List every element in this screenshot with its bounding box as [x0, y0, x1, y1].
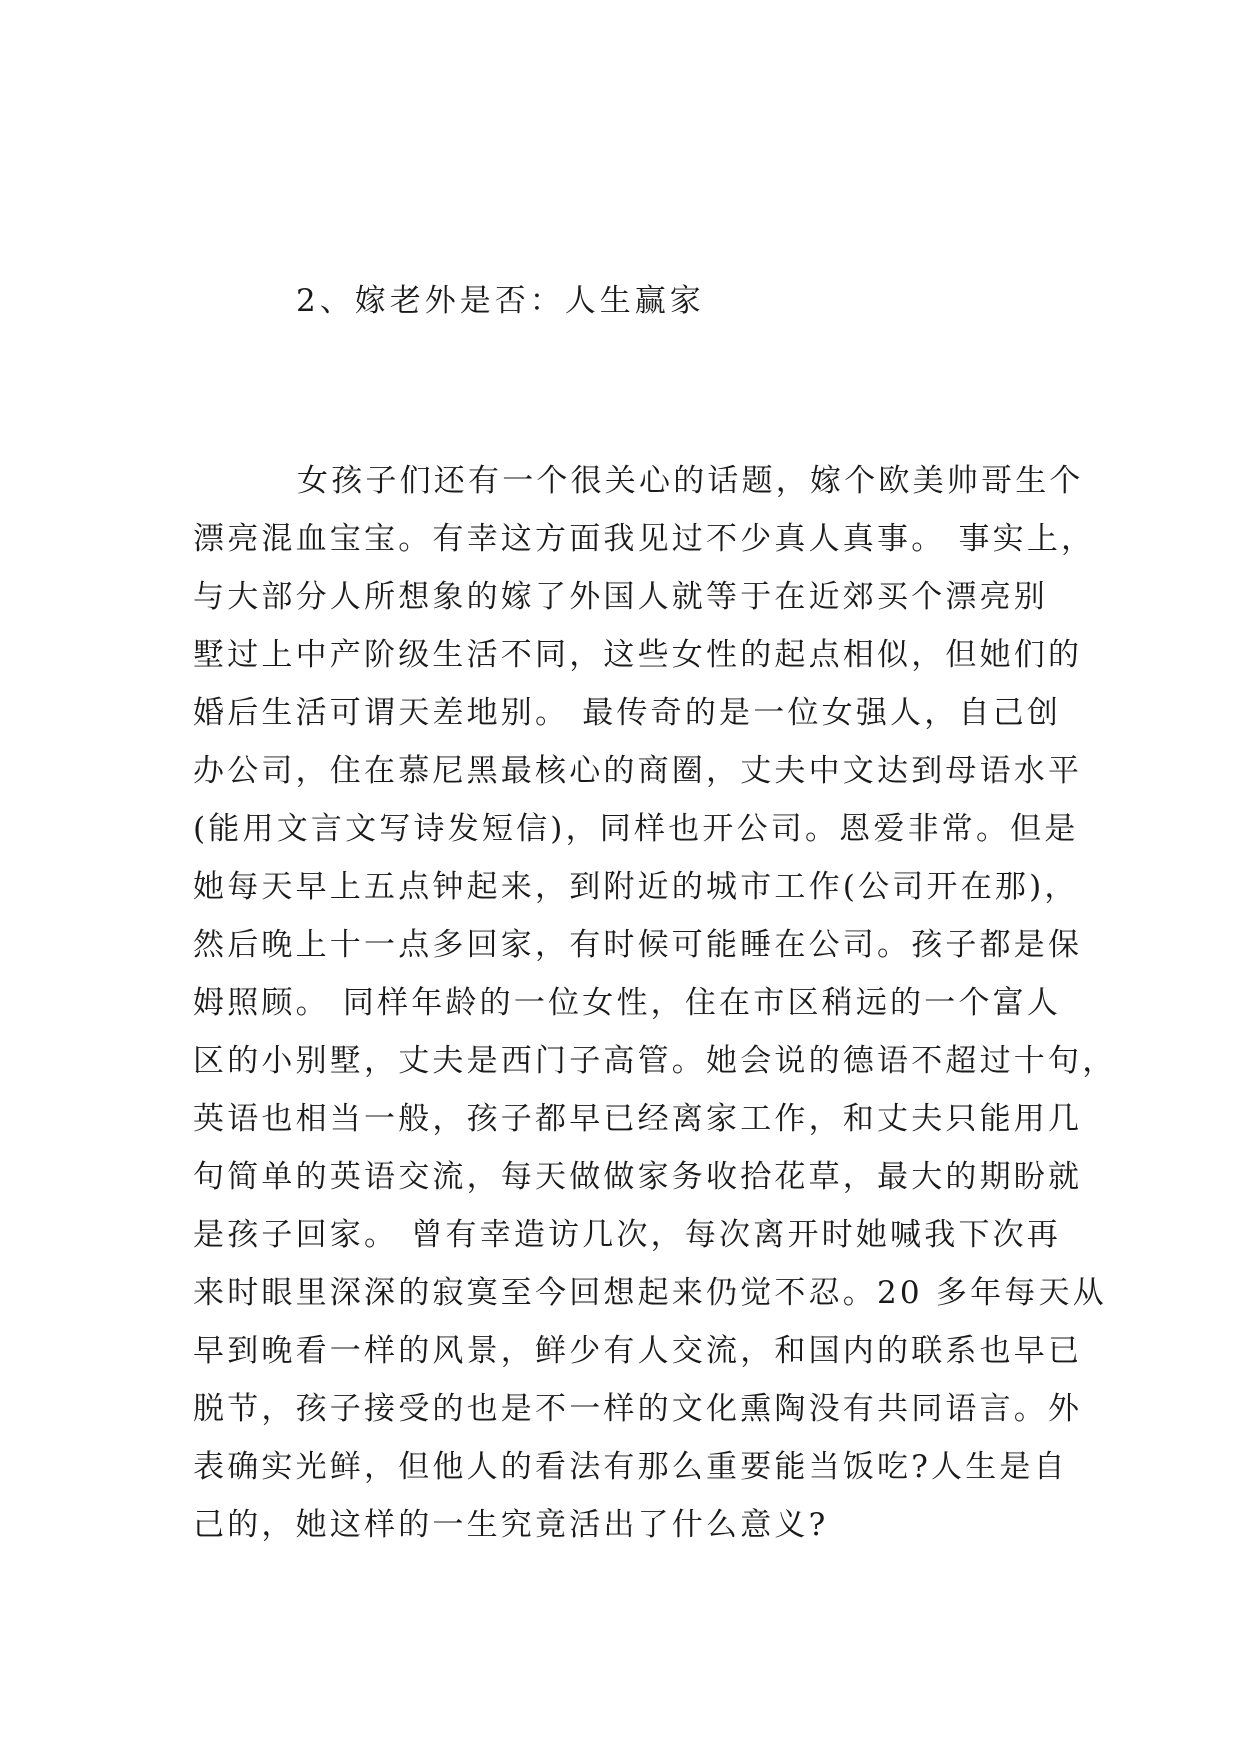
paragraph-line: 与大部分人所想象的嫁了外国人就等于在近郊买个漂亮别	[193, 579, 1048, 615]
paragraph-line: 女孩子们还有一个很关心的话题，嫁个欧美帅哥生个	[297, 463, 1084, 499]
paragraph-line: 姆照顾。 同样年龄的一位女性，住在市区稍远的一个富人	[193, 985, 1062, 1021]
paragraph-line: 表确实光鲜，但他人的看法有那么重要能当饭吃?人生是自	[193, 1449, 1068, 1485]
paragraph-line: 她每天早上五点钟起来，到附近的城市工作(公司开在那)，	[193, 869, 1079, 905]
paragraph-line: 己的，她这样的一生究竟活出了什么意义?	[193, 1507, 829, 1543]
paragraph-line: 婚后生活可谓天差地别。 最传奇的是一位女强人，自己创	[193, 695, 1062, 731]
paragraph-line: 墅过上中产阶级生活不同，这些女性的起点相似，但她们的	[193, 637, 1083, 673]
paragraph-line: 脱节，孩子接受的也是不一样的文化熏陶没有共同语言。外	[193, 1391, 1083, 1427]
body-paragraph	[193, 452, 1117, 1554]
paragraph-line: 英语也相当一般，孩子都早已经离家工作，和丈夫只能用几	[193, 1101, 1083, 1137]
paragraph-line: (能用文言文写诗发短信)，同样也开公司。恩爱非常。但是	[193, 811, 1079, 847]
paragraph-line: 是孩子回家。 曾有幸造访几次，每次离开时她喊我下次再	[193, 1217, 1062, 1253]
paragraph-line: 漂亮混血宝宝。有幸这方面我见过不少真人真事。 事实上，	[193, 521, 1096, 557]
paragraph-line: 然后晚上十一点多回家，有时候可能睡在公司。孩子都是保	[193, 927, 1083, 963]
section-heading: 2、嫁老外是否：人生赢家	[296, 283, 705, 319]
paragraph-line: 早到晚看一样的风景，鲜少有人交流，和国内的联系也早已	[193, 1333, 1083, 1369]
paragraph-line: 来时眼里深深的寂寞至今回想起来仍觉不忍。20 多年每天从	[193, 1275, 1107, 1311]
paragraph-line: 句简单的英语交流，每天做做家务收拾花草，最大的期盼就	[193, 1159, 1083, 1195]
paragraph-line: 办公司，住在慕尼黑最核心的商圈，丈夫中文达到母语水平	[193, 753, 1083, 789]
paragraph-line: 区的小别墅，丈夫是西门子高管。她会说的德语不超过十句，	[193, 1043, 1117, 1079]
